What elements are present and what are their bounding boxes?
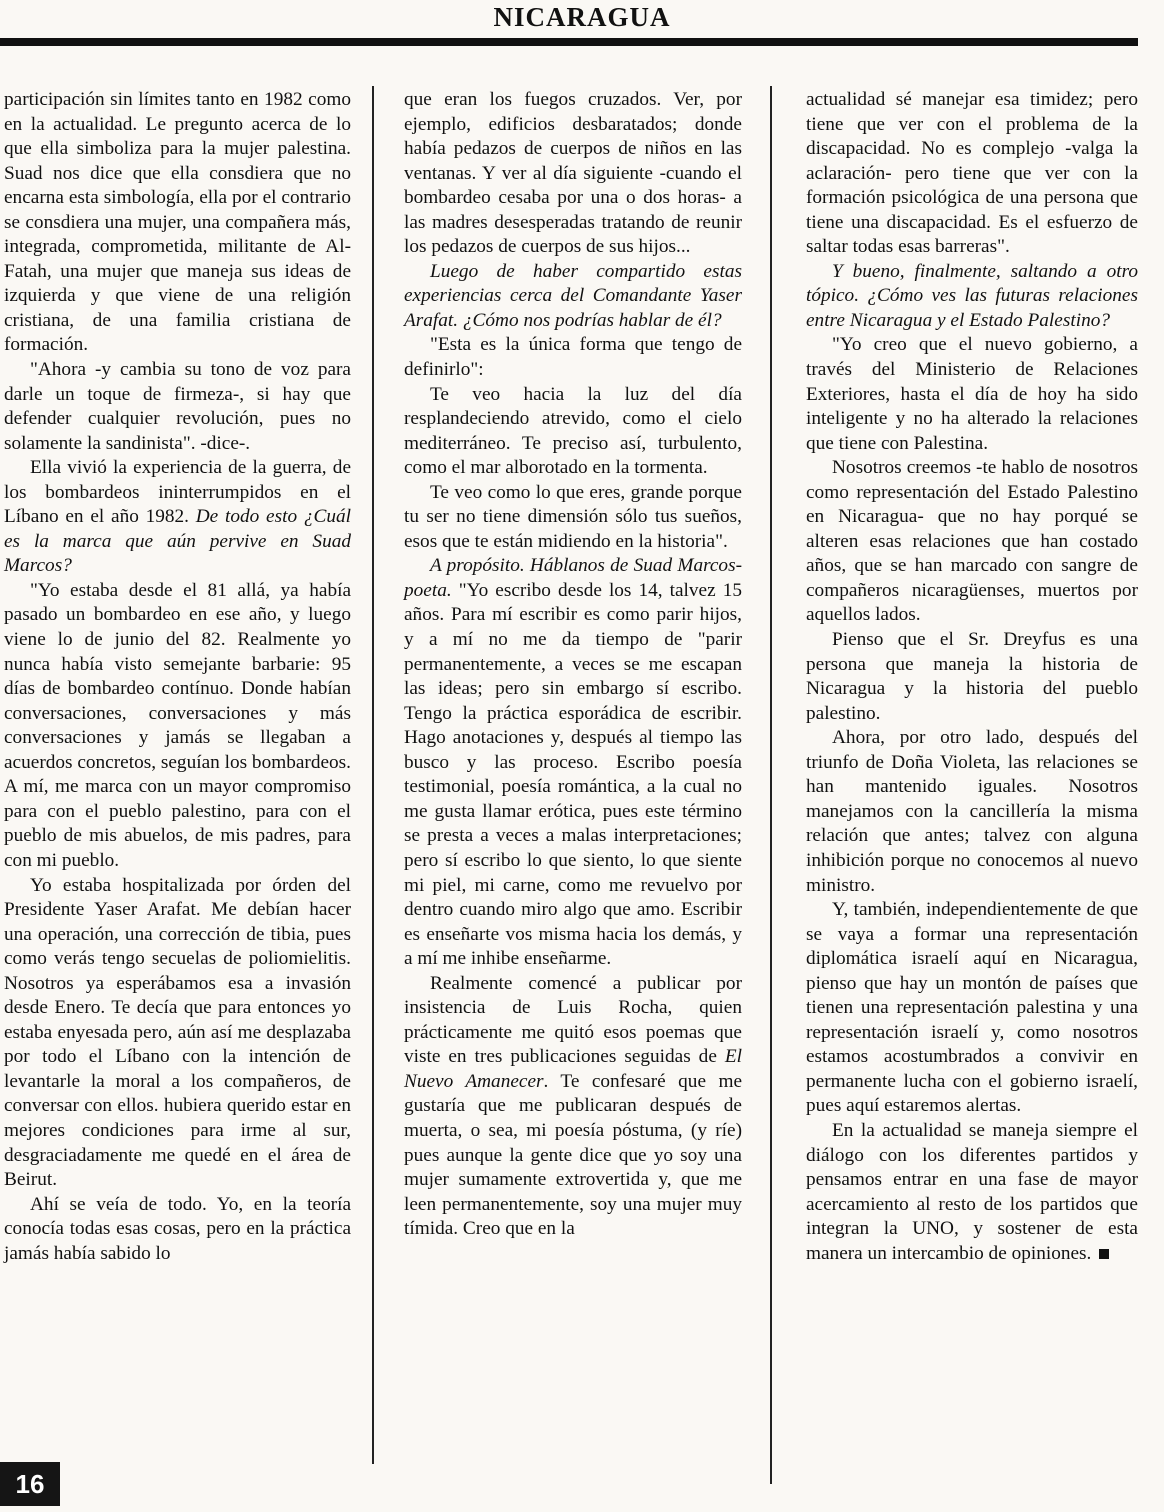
paragraph bbox=[404, 333, 742, 382]
paragraph bbox=[806, 726, 1138, 898]
text-run: actualidad sé manejar esa timidez; pero tiene que ver con el problema de la discapacidad. No es complejo -valga la aclaración- pero tiene que ver con la formación psicológica de una persona que tiene una discapacidad. Es el esfuerzo de saltar todas esas barreras". bbox=[806, 89, 1138, 258]
column-divider bbox=[770, 86, 772, 1484]
text-run: Nosotros creemos -te hablo de nosotros como representación del Estado Palestino en Nicaragua- que no hay porqué se alteren esas relaciones que han costado años, que se han marcado con sangre de compañeros nicaragüenses, muertos por aquellos lados. bbox=[806, 457, 1138, 626]
paragraph bbox=[806, 1119, 1138, 1266]
text-run: "Yo creo que el nuevo gobierno, a través del Ministerio de Relaciones Exteriores, hasta el día de hoy ha sido inteligente y no ha alterado la relaciones que tiene con Palestina. bbox=[806, 334, 1138, 454]
text-run: Ella vivió la experiencia de la guerra, de los bombardeos ininterrumpidos en el Líbano en el año 1982. bbox=[4, 457, 351, 528]
text-run: Ahí se veía de todo. Yo, en la teoría conocía todas esas cosas, pero en la práctica jamás había sabido lo bbox=[4, 1193, 351, 1264]
paragraph bbox=[806, 333, 1138, 456]
text-run: "Yo estaba desde el 81 allá, ya había pasado un bombardeo en ese año, y luego viene lo de junio del 82. Realmente yo nunca había visto semejante barbarie: 95 días de bombardeo contínuo. Donde habían conversaciones, conversaciones y más conversaciones y jamás se llegaban a acuerdos concretos, seguían los bombardeos. A mí, me marca con un mayor compromiso para con el pueblo palestino, para con el pueblo de mis abuelos, de mis padres, para con mi pueblo. bbox=[4, 579, 351, 871]
paragraph bbox=[4, 1193, 351, 1267]
text-run: "Ahora -y cambia su tono de voz para darle un toque de firmeza-, si hay que defender cualquier revolución, pues no solamente la sandinista". -dice-. bbox=[4, 359, 351, 454]
section-title: NICARAGUA bbox=[493, 2, 671, 32]
text-run: Y, también, independientemente de que se vaya a formar una representación diplomática israelí aquí en Nicaragua, pienso que hay un montón de países que tienen una representación palestina y una representación israelí y, como nosotros estamos acostumbrados a convivir en permanente lucha con el gobierno israelí, pues aquí estaremos alertas. bbox=[806, 899, 1138, 1117]
text-run: "Yo escribo desde los 14, talvez 15 años. Para mí escribir es como parir hijos, y a mí no me da tiempo de "parir permanentemente, a veces se me escapan las ideas; pero sin embargo sí escribo. Tengo la práctica esporádica de escribir. Hago anotaciones y, después al tiempo las busco y las proceso. Escribo poesía testimonial, poesía romántica, a la cual no me gusta llamar erótica, pues este término se presta a veces a malas interpretaciones; pero sí escribo lo que siento, lo que siente mi piel, mi carne, como me revuelvo por dentro cuando miro algo que amo. Escribir es enseñarte vos misma hacia los demás, y a mí me inhibe enseñarme. bbox=[404, 579, 742, 970]
paragraph bbox=[806, 898, 1138, 1119]
paragraph bbox=[404, 383, 742, 481]
column-2 bbox=[404, 88, 742, 1242]
text-run: Te veo como lo que eres, grande porque tu ser no tiene dimensión sólo tus sueños, esos que te están midiendo en la historia". bbox=[404, 481, 742, 552]
end-mark-icon bbox=[1099, 1249, 1109, 1259]
paragraph bbox=[404, 88, 742, 260]
header-rule bbox=[0, 38, 1138, 46]
text-run: Ahora, por otro lado, después del triunfo de Doña Violeta, las relaciones se han mantenido iguales. Nosotros manejamos con la cancillería la misma relación que antes; talvez con alguna inhibición porque no conocemos al nuevo ministro. bbox=[806, 727, 1138, 896]
column-1 bbox=[4, 88, 351, 1266]
column-3 bbox=[806, 88, 1138, 1266]
text-run: participación sin límites tanto en 1982 como en la actualidad. Le pregunto acerca de lo que ella simboliza para la mujer palestina. Suad nos dice que ella consdiera que no encarna esta simbología, ella por el contrario se consdiera una mujer, una compañera más, integrada, comprometida, militante de Al-Fatah, una mujer que maneja sus ideas de izquierda y que viene de una religión cristiana, de una familia cristiana de formación. bbox=[4, 89, 351, 356]
italic-question: El Nuevo Amanecer bbox=[404, 1046, 742, 1092]
text-run: En la actualidad se maneja siempre el diálogo con los diferentes partidos y pensamos entrar en una fase de mayor acercamiento al resto de los partidos que integran la UNO, y sostener de esta manera un intercambio de opiniones. bbox=[806, 1119, 1138, 1264]
paragraph bbox=[404, 554, 742, 971]
paragraph bbox=[404, 481, 742, 555]
text-run: que eran los fuegos cruzados. Ver, por ejemplo, edificios desbaratados; donde había pedazos de cuerpos de niños en las ventanas. Y ver al día siguiente -cuando el bombardeo cesaba por una o dos horas- a las madres desesperadas tratando de reunir los pedazos de cuerpos de sus hijos... bbox=[404, 89, 742, 258]
paragraph bbox=[404, 972, 742, 1242]
italic-question: Y bueno, finalmente, saltando a otro tópico. ¿Cómo ves las futuras relaciones entre Nicaragua y el Estado Palestino? bbox=[806, 260, 1138, 331]
text-run: . Te confesaré que me gustaría que me publicaran después de muerta, o sea, mi poesía póstuma, (y ríe) pues aunque la gente dice que yo soy una mujer sumamente extrovertida y, que me leen permanentemente, soy una mujer muy tímida. Creo que en la bbox=[404, 1070, 742, 1240]
paragraph bbox=[4, 874, 351, 1193]
text-run: Yo estaba hospitalizada por órden del Presidente Yaser Arafat. Me debían hacer una operación, una corrección de tibia, pues como verás tengo secuelas de poliomielitis. Nosotros ya esperábamos esa a invasión desde Enero. Te decía que para entonces yo estaba enyesada pero, aún así me desplazaba por todo el Líbano con la intención de levantarle la moral a los compañeros, de conversar con ellos. hubiera querido estar en mejores condiciones para irme al sur, desgraciadamente me quedé en el área de Beirut. bbox=[4, 874, 351, 1191]
paragraph bbox=[4, 456, 351, 579]
italic-question: A propósito. Háblanos de Suad Marcos-poeta. bbox=[404, 555, 742, 601]
paragraph bbox=[404, 260, 742, 334]
paragraph bbox=[4, 358, 351, 456]
paragraph bbox=[806, 260, 1138, 334]
text-run: "Esta es la única forma que tengo de definirlo": bbox=[404, 334, 742, 381]
italic-question: Luego de haber compartido estas experiencias cerca del Comandante Yaser Arafat. ¿Cómo nos podrías hablar de él? bbox=[404, 260, 742, 331]
text-run: Te veo hacia la luz del día resplandeciendo atrevido, como el cielo mediterráneo. Te preciso así, turbulento, como el mar alborotado en la tormenta. bbox=[404, 383, 742, 479]
column-divider bbox=[372, 86, 374, 1464]
paragraph bbox=[806, 628, 1138, 726]
paragraph bbox=[4, 579, 351, 874]
paragraph bbox=[4, 88, 351, 358]
page-number: 16 bbox=[0, 1462, 60, 1506]
text-run: Realmente comencé a publicar por insistencia de Luis Rocha, quien prácticamente me quitó esos poemas que viste en tres publicaciones seguidas de bbox=[404, 972, 742, 1068]
paragraph bbox=[806, 456, 1138, 628]
text-run: Pienso que el Sr. Dreyfus es una persona que maneja la historia de Nicaragua y la historia del pueblo palestino. bbox=[806, 629, 1138, 724]
paragraph bbox=[806, 88, 1138, 260]
italic-question: De todo esto ¿Cuál es la marca que aún pervive en Suad Marcos? bbox=[4, 506, 351, 577]
